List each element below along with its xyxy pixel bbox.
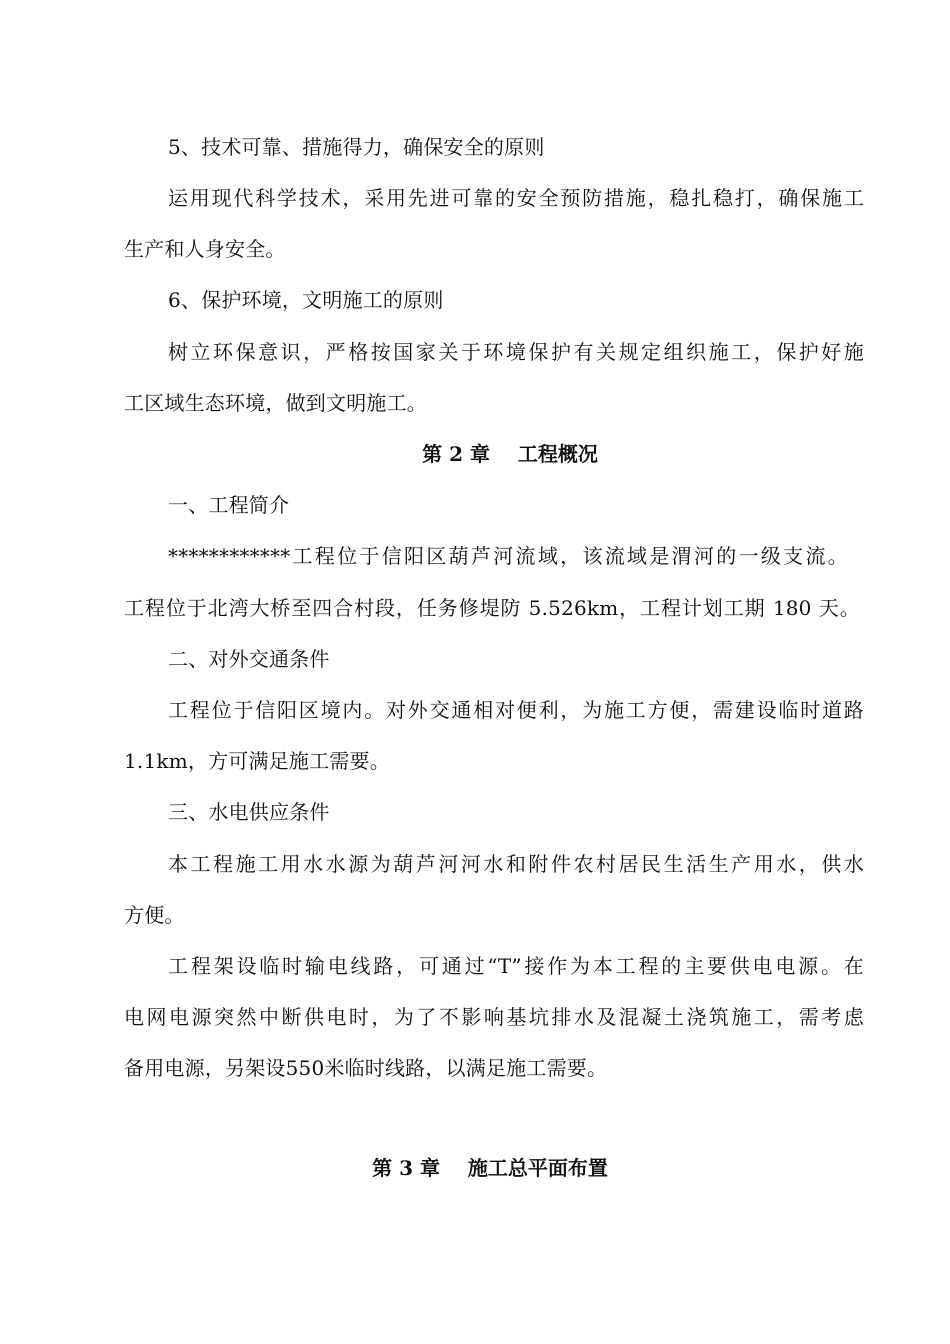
intro-line1: ************工程位于信阳区葫芦河流域，该流域是渭河的一级支流。 [168,544,848,568]
intro-line2: 工程位于北湾大桥至四合村段，任务修堤防 5.526km，工程计划工期 180 天。 [124,596,860,620]
traffic-line1: 工程位于信阳区境内。对外交通相对便利，为施工方便，需建设临时道路 [168,698,864,722]
item5-body-line2: 生产和人身安全。 [124,237,286,261]
chapter2-heading: 第 2 章 工程概况 [422,442,598,466]
power-line1: 工程架设临时输电线路，可通过“T”接作为本工程的主要供电电源。在 [168,954,864,978]
power-line3: 备用电源，另架设550米临时线路，以满足施工需要。 [124,1056,608,1080]
traffic-line2: 1.1km，方可满足施工需要。 [124,749,390,773]
item6-body-line2: 工区域生态环境，做到文明施工。 [124,391,427,415]
traffic-title: 二、对外交通条件 [168,647,330,671]
item6-title: 6、保护环境，文明施工的原则 [168,288,444,312]
item6-body-line1: 树立环保意识，严格按国家关于环境保护有关规定组织施工，保护好施 [168,340,864,364]
item5-body-line1: 运用现代科学技术，采用先进可靠的安全预防措施，稳扎稳打，确保施工 [168,186,864,210]
water-line2: 方便。 [124,903,185,927]
chapter3-heading: 第 3 章 施工总平面布置 [372,1156,608,1180]
water-line1: 本工程施工用水水源为葫芦河河水和附件农村居民生活生产用水，供水 [168,852,864,876]
item5-title: 5、技术可靠、措施得力，确保安全的原则 [168,135,545,159]
intro-title: 一、工程简介 [168,493,290,517]
utility-title: 三、水电供应条件 [168,800,330,824]
power-line2: 电网电源突然中断供电时，为了不影响基坑排水及混凝土浇筑施工，需考虑 [124,1005,864,1029]
